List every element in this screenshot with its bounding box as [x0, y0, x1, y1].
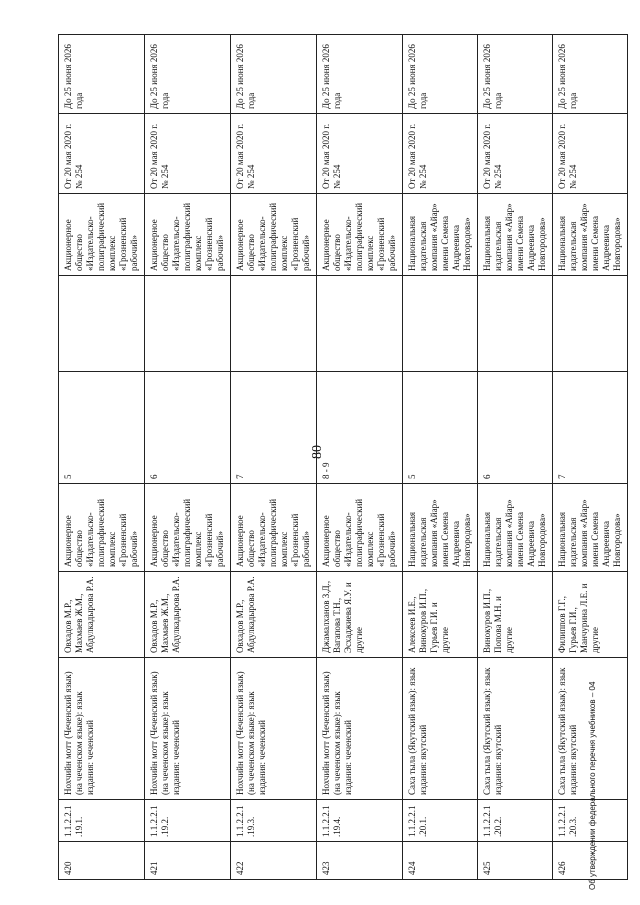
row-publisher-cell: Акционерное общество «Издательско-полиграфический комплекс «Грозненский рабочий»	[59, 484, 145, 572]
row-title-cell: Саха тыла (Якутский язык): язык издания: якутский	[403, 658, 478, 800]
row-publisher-cell: Акционерное общество «Издательско-полиграфический комплекс «Грозненский рабочий»	[317, 484, 403, 572]
row-title-cell: Нохчийн мотт (Чеченский язык) (на чеченском языке): язык издания: чеченский	[59, 658, 145, 800]
row-title-cell: Саха тыла (Якутский язык): язык издания: якутский	[478, 658, 553, 800]
row-number-cell: 425	[478, 842, 553, 880]
row-code-cell: 1.1.2.2.1.19.3.	[231, 800, 317, 842]
table-row	[403, 35, 478, 880]
table-row	[317, 35, 403, 880]
row-code-cell: 1.1.2.2.1.19.2.	[145, 800, 231, 842]
row-publisher-cell: Акционерное общество «Издательско-полиграфический комплекс «Грозненский рабочий»	[231, 484, 317, 572]
row-order-cell: От 20 мая 2020 г. № 254	[478, 114, 553, 194]
row-organization-cell: Акционерное общество «Издательско-полиграфический комплекс «Грозненский рабочий»	[59, 194, 145, 276]
row-organization-cell: Национальная издательская компания «Айар» имени Семена Андреевича Новгородова»	[403, 194, 478, 276]
row-number-cell: 423	[317, 842, 403, 880]
register-table-container	[58, 35, 622, 880]
row-publisher-cell: Национальная издательская компания «Айар» имени Семена Андреевича Новгородова»	[403, 484, 478, 572]
row-organization-cell: Акционерное общество «Издательско-полиграфический комплекс «Грозненский рабочий»	[317, 194, 403, 276]
row-grade-cell: 7	[231, 372, 317, 484]
row-publisher-cell: Акционерное общество «Издательско-полиграфический комплекс «Грозненский рабочий»	[145, 484, 231, 572]
row-blank-cell	[317, 276, 403, 372]
row-number-cell: 424	[403, 842, 478, 880]
row-blank-cell	[553, 276, 628, 372]
row-blank-cell	[231, 276, 317, 372]
row-blank-cell	[403, 276, 478, 372]
row-date-cell: До 25 июня 2026 года	[59, 35, 145, 114]
table-row	[59, 35, 145, 880]
row-grade-cell: 5	[59, 372, 145, 484]
row-number-cell: 421	[145, 842, 231, 880]
row-title-cell: Нохчийн мотт (Чеченский язык) (на чеченском языке): язык издания: чеченский	[231, 658, 317, 800]
page-number: 80	[310, 445, 325, 459]
row-date-cell: До 25 июня 2026 года	[478, 35, 553, 114]
table-row	[231, 35, 317, 880]
row-number-cell: 420	[59, 842, 145, 880]
row-date-cell: До 25 июня 2026 года	[231, 35, 317, 114]
row-publisher-cell: Национальная издательская компания «Айар» имени Семена Андреевича Новгородова»	[478, 484, 553, 572]
row-organization-cell: Национальная издательская компания «Айар» имени Семена Андреевича Новгородова»	[553, 194, 628, 276]
row-title-cell: Саха тыла (Якутский язык): язык издания: якутский	[553, 658, 628, 800]
row-authors-cell: Овхадов М.Р., Махмаев Ж.М., Абдулкадырова Р.А.	[59, 572, 145, 658]
row-code-cell: 1.1.2.2.1.19.1.	[59, 800, 145, 842]
row-blank-cell	[59, 276, 145, 372]
row-authors-cell: Джамалханов З.Д., Вагапова Т.Н., Эсхаджиева Я.У. и другие	[317, 572, 403, 658]
row-order-cell: От 20 мая 2020 г. № 254	[145, 114, 231, 194]
row-date-cell: До 25 июня 2026 года	[403, 35, 478, 114]
row-order-cell: От 20 мая 2020 г. № 254	[59, 114, 145, 194]
row-publisher-cell: Национальная издательская компания «Айар» имени Семена Андреевича Новгородова»	[553, 484, 628, 572]
row-code-cell: 1.1.2.2.1.19.4.	[317, 800, 403, 842]
row-grade-cell: 6	[478, 372, 553, 484]
textbook-register-table	[58, 34, 628, 880]
row-organization-cell: Акционерное общество «Издательско-полиграфический комплекс «Грозненский рабочий»	[231, 194, 317, 276]
row-blank-cell	[145, 276, 231, 372]
row-grade-cell: 5	[403, 372, 478, 484]
row-organization-cell: Национальная издательская компания «Айар» имени Семена Андреевича Новгородова»	[478, 194, 553, 276]
row-title-cell: Нохчийн мотт (Чеченский язык) (на чеченском языке): язык издания: чеченский	[317, 658, 403, 800]
row-authors-cell: Овхадов М.Р., Абдулкадырова Р.А.	[231, 572, 317, 658]
row-authors-cell: Филиппов Г.Г., Гурьев Г.И., Манчурина Л.Е. и другие	[553, 572, 628, 658]
table-row	[478, 35, 553, 880]
row-code-cell: 1.1.2.2.1.20.1.	[403, 800, 478, 842]
row-date-cell: До 25 июня 2026 года	[553, 35, 628, 114]
row-number-cell: 422	[231, 842, 317, 880]
row-code-cell: 1.1.2.2.1.20.2.	[478, 800, 553, 842]
row-date-cell: До 25 июня 2026 года	[317, 35, 403, 114]
row-organization-cell: Акционерное общество «Издательско-полиграфический комплекс «Грозненский рабочий»	[145, 194, 231, 276]
row-code-cell: 1.1.2.2.1.20.3.	[553, 800, 628, 842]
row-date-cell: До 25 июня 2026 года	[145, 35, 231, 114]
row-grade-cell: 7	[553, 372, 628, 484]
row-order-cell: От 20 мая 2020 г. № 254	[553, 114, 628, 194]
row-number-cell: 426	[553, 842, 628, 880]
row-grade-cell: 6	[145, 372, 231, 484]
row-blank-cell	[478, 276, 553, 372]
footer-text: Об утверждении федерального перечня учебников – 04	[588, 681, 597, 890]
row-order-cell: От 20 мая 2020 г. № 254	[317, 114, 403, 194]
row-authors-cell: Винокуров И.П., Попова М.Н. и другие	[478, 572, 553, 658]
row-authors-cell: Алексеев И.Е., Винокуров И.П., Гурьев Г.И. и другие	[403, 572, 478, 658]
row-title-cell: Нохчийн мотт (Чеченский язык) (на чеченском языке): язык издания: чеченский	[145, 658, 231, 800]
table-row	[145, 35, 231, 880]
row-order-cell: От 20 мая 2020 г. № 254	[403, 114, 478, 194]
row-authors-cell: Овхадов М.Р., Махмаев Ж.М., Абдулкадырова Р.А.	[145, 572, 231, 658]
row-grade-cell: 8 - 9	[317, 372, 403, 484]
row-order-cell: От 20 мая 2020 г. № 254	[231, 114, 317, 194]
